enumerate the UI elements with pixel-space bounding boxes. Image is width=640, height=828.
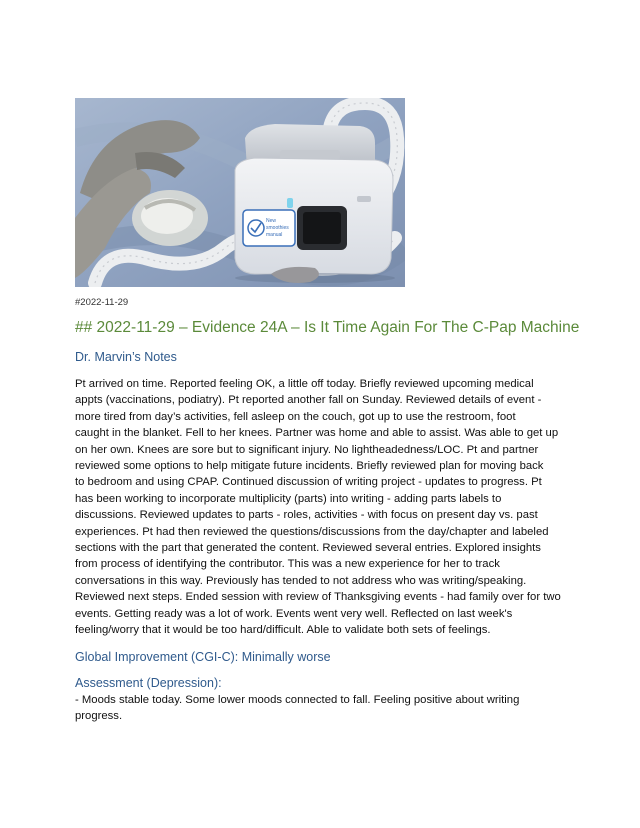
notes-line: appts (vaccinations, podiatry). Pt reported another fall on Sunday. Reviewed details of event - (75, 394, 542, 407)
notes-line: sections with the part that generated the content. Reviewed several entries. Explored insights (75, 542, 541, 555)
sticker-line-3: manual (266, 232, 283, 238)
notes-heading: Dr. Marvin’s Notes (75, 350, 177, 364)
notes-line: to bedroom and using CPAP. Continued discussion of writing project - updates to progress. Pt (75, 476, 542, 489)
cpap-photo-illustration (75, 98, 405, 287)
notes-line: on her own. Knees are sore but to significant injury. No lightheadedness/LOC. Pt and partner (75, 443, 539, 456)
notes-line: Reviewed next steps. Ended session with review of Thanksgiving events - had family over for two (75, 591, 561, 604)
sticker-line-2: smoothies (266, 225, 289, 231)
cpap-machine-photo (75, 98, 405, 287)
notes-line: experiences. Pt had then reviewed the questions/discussions from the day/chapter and labeled (75, 525, 549, 538)
date-tag: #2022-11-29 (75, 297, 129, 308)
sticker-line-1: New (266, 218, 277, 224)
notes-line: reviewed some options to help mitigate future incidents. Briefly reviewed plan for moving back (75, 460, 544, 473)
notes-line: feeling/worry that it would be too hard/difficult. Able to validate both sets of feelings. (75, 624, 491, 637)
notes-line: conversations in this way. Previously has tended to not address who was writing/speaking. (75, 574, 527, 587)
notes-line: more tired from day’s activities, fell asleep on the couch, got up to use the restroom, foot (75, 410, 516, 423)
global-improvement-heading: Global Improvement (CGI-C): Minimally worse (75, 650, 331, 664)
notes-line: caught in the blanket. Fell to her knees. Partner was home and able to assist. Was able to get up (75, 427, 559, 440)
notes-line: events. Getting ready was a lot of work. Events went very well. Reflected on last week's (75, 607, 513, 620)
assessment-heading: Assessment (Depression): (75, 676, 222, 690)
session-notes (75, 376, 567, 639)
assessment-line: progress. (75, 710, 123, 722)
assessment-line: - Moods stable today. Some lower moods connected to fall. Feeling positive about writing (75, 694, 520, 706)
notes-line: from process of identifying the contributor. This was a new experience for her to track (75, 558, 500, 571)
assessment-text (75, 692, 567, 724)
page-title: ## 2022-11-29 – Evidence 24A – Is It Time Again For The C-Pap Machine (75, 319, 580, 336)
notes-line: has been working to incorporate multiplicity (parts) into writing - adding parts labels to (75, 492, 502, 505)
notes-line: Pt arrived on time. Reported feeling OK, a little off today. Briefly reviewed upcoming medical (75, 378, 534, 390)
notes-line: discussions. Reviewed updates to parts - roles, activities - with focus on present day vs. past (75, 509, 538, 522)
